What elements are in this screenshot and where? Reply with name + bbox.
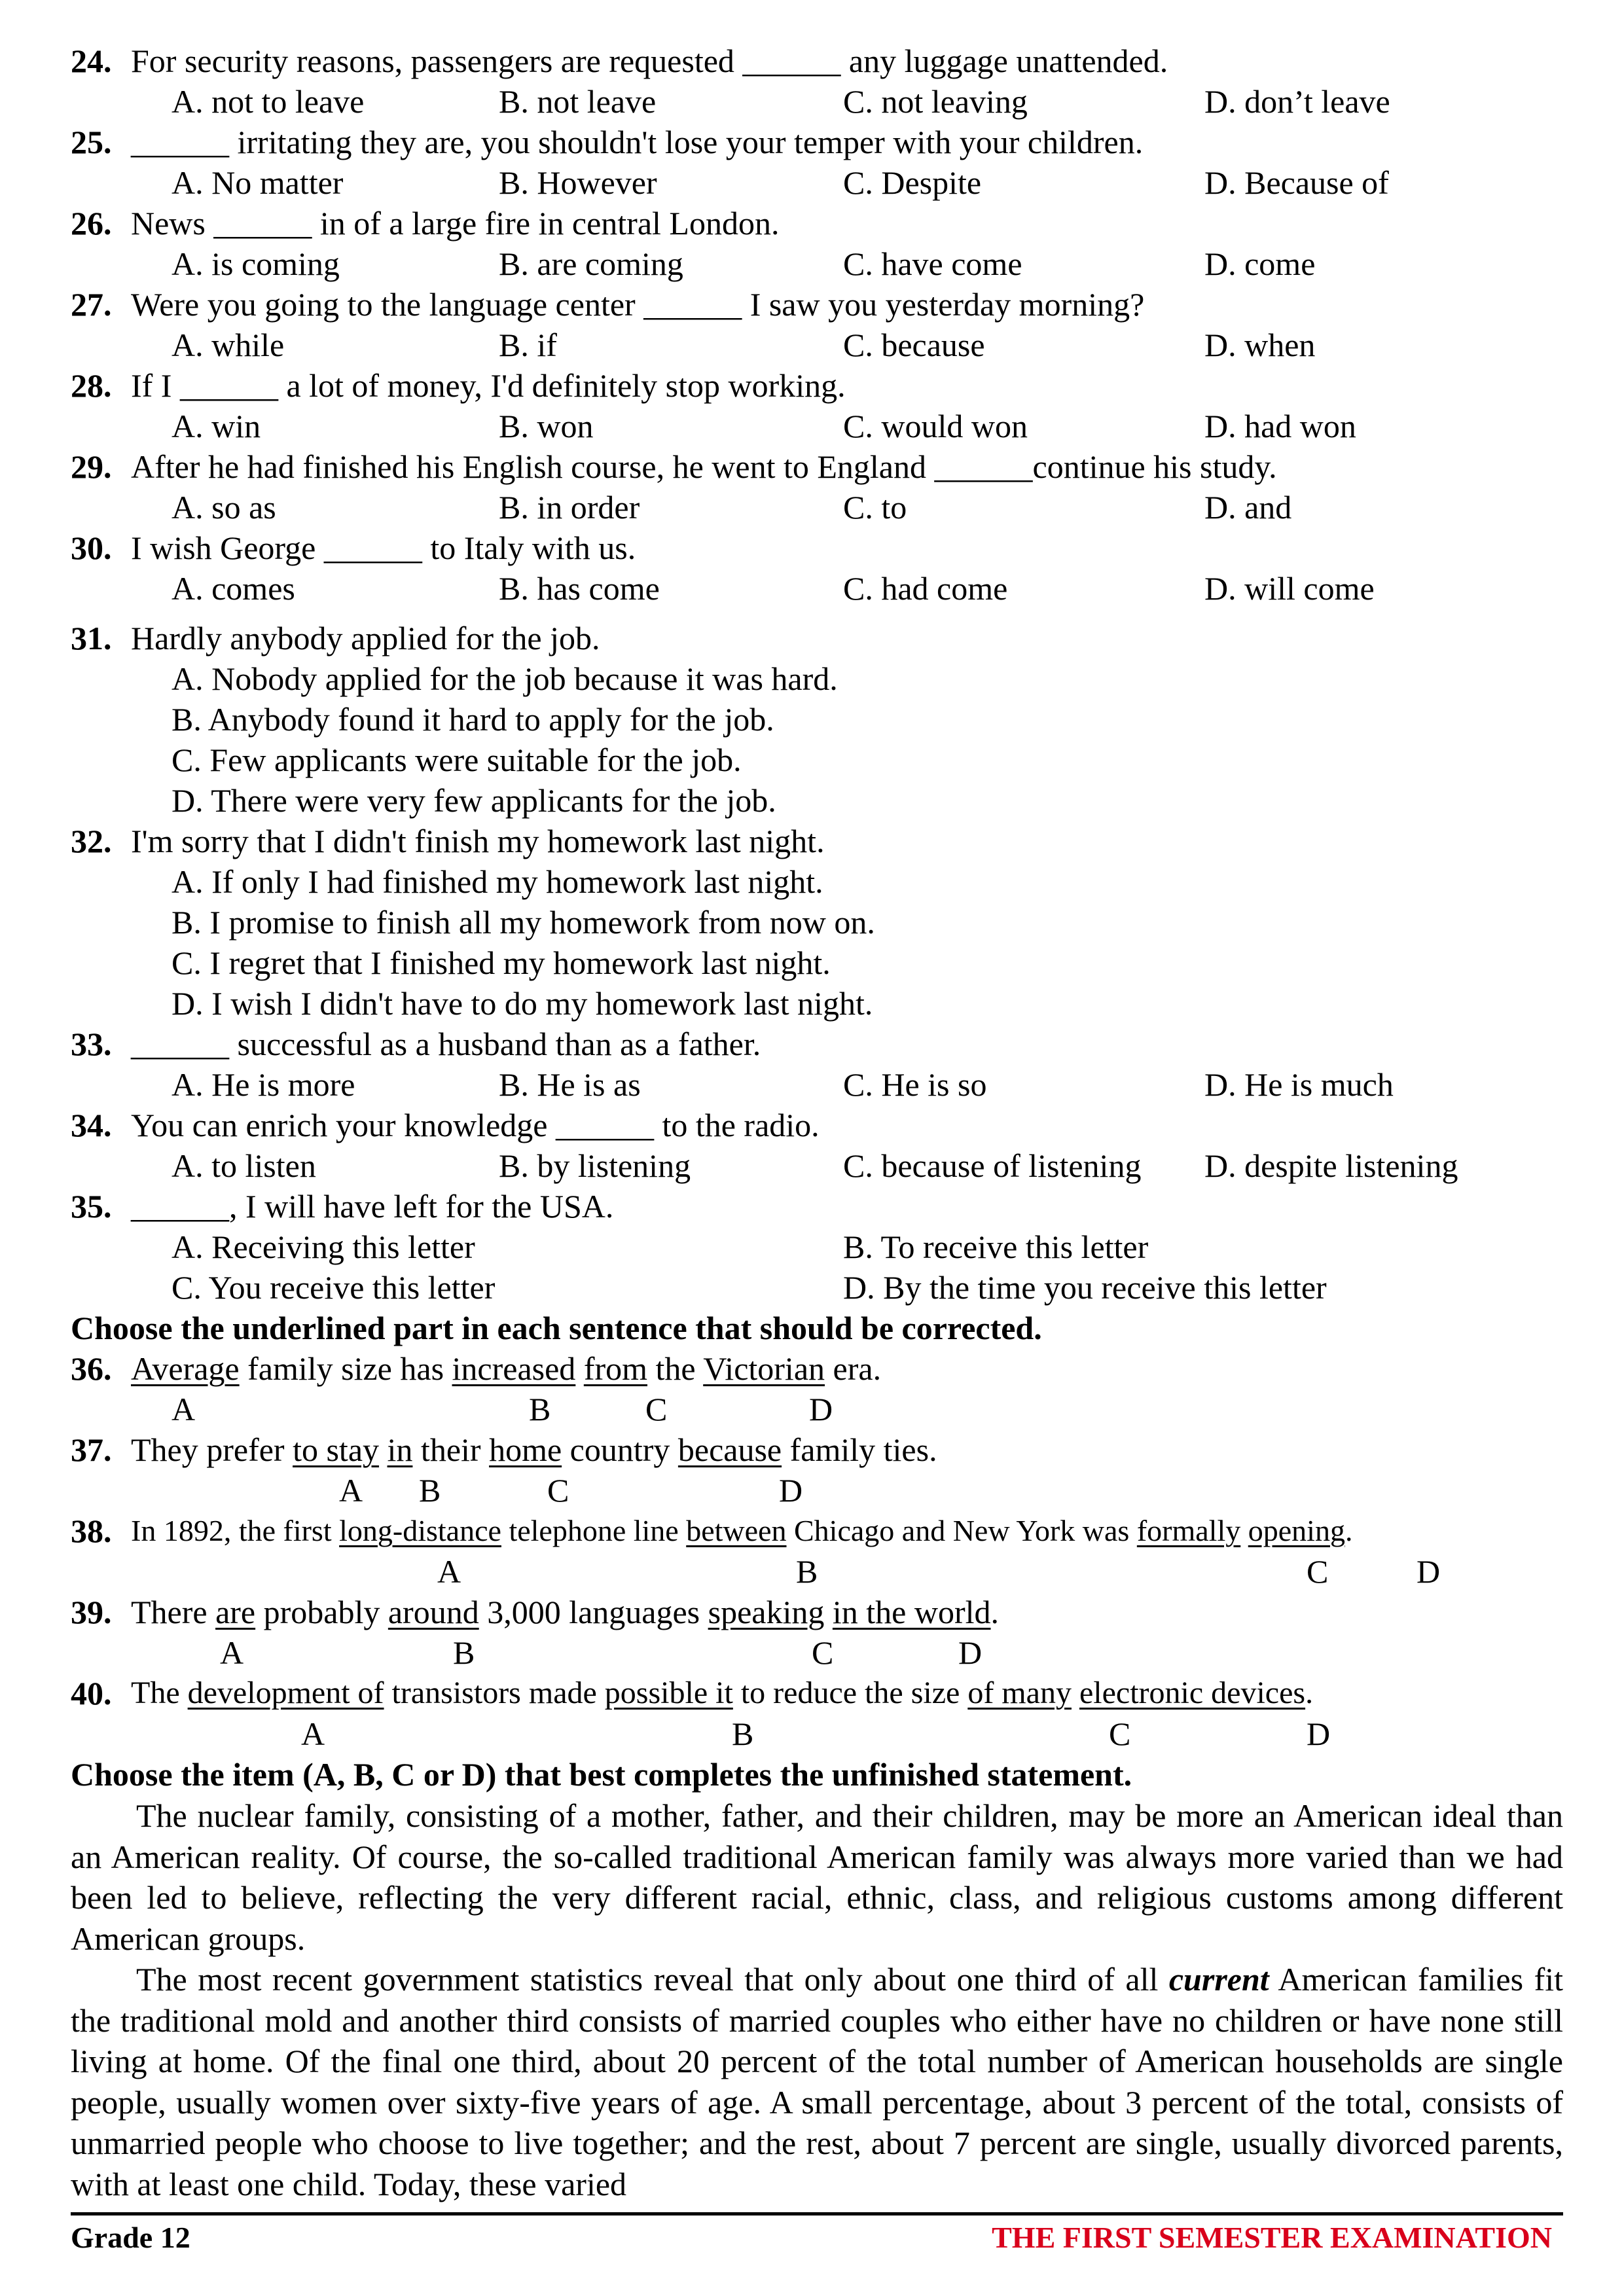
question-29: [0, 446, 1571, 487]
q29-options: [0, 487, 1571, 528]
q28-option-d[interactable]: D. had won: [1204, 408, 1356, 444]
q40-labels: [0, 1713, 1571, 1754]
q31-option-a[interactable]: A. Nobody applied for the job because it was hard.: [171, 660, 838, 697]
label-d: D: [809, 1391, 833, 1427]
q24-option-d[interactable]: D. don’t leave: [1204, 83, 1390, 120]
q29-option-a[interactable]: A. so as: [171, 489, 276, 526]
q33-option-d[interactable]: D. He is much: [1204, 1066, 1394, 1103]
q26-option-b[interactable]: B. are coming: [499, 245, 683, 282]
q34-options: [0, 1145, 1571, 1186]
question-number: 35.: [71, 1188, 112, 1225]
q31-option-b[interactable]: B. Anybody found it hard to apply for the job.: [171, 701, 774, 738]
label-b: B: [453, 1634, 475, 1671]
q24-options: [0, 81, 1571, 122]
label-c: C: [812, 1634, 834, 1671]
question-40: [0, 1673, 1571, 1713]
q30-option-b[interactable]: B. has come: [499, 570, 660, 607]
label-b: B: [796, 1553, 818, 1590]
underlined-part-d[interactable]: because: [677, 1431, 782, 1468]
q39-labels: [0, 1632, 1571, 1673]
footer-grade: Grade 12: [71, 2221, 190, 2254]
underlined-part-d[interactable]: electronic devices: [1079, 1676, 1306, 1710]
q37-labels: [0, 1470, 1571, 1511]
underlined-part-b[interactable]: possible it: [604, 1676, 733, 1710]
question-34: [0, 1105, 1571, 1145]
section-heading-correction: Choose the underlined part in each sentence that should be corrected.: [71, 1310, 1042, 1346]
q32-option-d[interactable]: D. I wish I didn't have to do my homework last night.: [171, 985, 873, 1022]
underlined-part-c[interactable]: home: [489, 1431, 562, 1468]
q32-option-c[interactable]: C. I regret that I finished my homework last night.: [171, 944, 831, 981]
answer-blank: ______: [643, 286, 742, 323]
q35-options-row1: [0, 1227, 1571, 1267]
label-a: A: [339, 1472, 363, 1509]
q27-options: [0, 325, 1571, 365]
answer-blank: ______: [131, 1188, 229, 1225]
answer-blank: ______: [131, 124, 229, 160]
underlined-part-b[interactable]: around: [388, 1594, 479, 1630]
q24-option-a[interactable]: A. not to leave: [171, 83, 365, 120]
question-27: [0, 284, 1571, 325]
q29-option-c[interactable]: C. to: [843, 489, 907, 526]
label-a: A: [437, 1553, 461, 1590]
q28-option-c[interactable]: C. would won: [843, 408, 1028, 444]
label-d: D: [779, 1472, 803, 1509]
q25-options: [0, 162, 1571, 203]
question-text: Hardly anybody applied for the job.: [131, 620, 600, 656]
question-number: 38.: [71, 1513, 112, 1549]
q33-options: [0, 1064, 1571, 1105]
answer-blank: ______: [131, 1026, 229, 1062]
q36-labels: [0, 1389, 1571, 1429]
q30-option-d[interactable]: D. will come: [1204, 570, 1375, 607]
question-text: The development of transistors made possible it to reduce the size of many electronic devices.: [131, 1676, 1314, 1710]
q35-option-d[interactable]: D. By the time you receive this letter: [843, 1269, 1327, 1306]
question-text: ______, I will have left for the USA.: [131, 1188, 614, 1225]
question-text: I'm sorry that I didn't finish my homework last night.: [131, 823, 825, 859]
question-number: 40.: [71, 1675, 112, 1712]
question-text: Average family size has increased from the Victorian era.: [131, 1350, 882, 1387]
label-a: A: [171, 1391, 196, 1427]
q33-option-a[interactable]: A. He is more: [171, 1066, 355, 1103]
q32-option-b[interactable]: B. I promise to finish all my homework from now on.: [171, 904, 875, 941]
label-c: C: [1307, 1553, 1329, 1590]
q32-option-a[interactable]: A. If only I had finished my homework last night.: [171, 863, 823, 900]
q35-option-a[interactable]: A. Receiving this letter: [171, 1229, 475, 1265]
q31-option-c[interactable]: C. Few applicants were suitable for the job.: [171, 742, 742, 778]
question-number: 30.: [71, 529, 112, 566]
question-text: For security reasons, passengers are requested ______ any luggage unattended.: [131, 43, 1168, 79]
label-b: B: [732, 1715, 754, 1752]
question-text: ______ irritating they are, you shouldn't lose your temper with your children.: [131, 124, 1144, 160]
label-d: D: [958, 1634, 983, 1671]
q31-option-d[interactable]: D. There were very few applicants for the job.: [171, 782, 776, 819]
q30-options: [0, 568, 1571, 609]
question-number: 32.: [71, 823, 112, 859]
question-number: 36.: [71, 1350, 112, 1387]
answer-blank: ______: [934, 448, 1033, 485]
q30-option-c[interactable]: C. had come: [843, 570, 1008, 607]
underlined-part-c[interactable]: formally: [1136, 1514, 1241, 1547]
q29-option-d[interactable]: D. and: [1204, 489, 1292, 526]
underlined-part-d[interactable]: opening: [1248, 1514, 1345, 1547]
underlined-part-b[interactable]: increased: [452, 1350, 576, 1387]
question-text: In 1892, the first long-distance telephone line between Chicago and New York was formally opening.: [131, 1514, 1353, 1547]
q38-labels: [0, 1551, 1571, 1592]
question-number: 33.: [71, 1026, 112, 1062]
underlined-part-c[interactable]: speaking: [708, 1594, 825, 1630]
label-a: A: [220, 1634, 244, 1671]
question-39: [0, 1592, 1571, 1632]
question-text: After he had finished his English course, he went to England ______continue his study.: [131, 448, 1277, 485]
question-number: 24.: [71, 43, 112, 79]
footer-rule: [71, 2212, 1563, 2215]
question-text: Were you going to the language center ______ I saw you yesterday morning?: [131, 286, 1145, 323]
question-number: 28.: [71, 367, 112, 404]
question-number: 27.: [71, 286, 112, 323]
q26-option-c[interactable]: C. have come: [843, 245, 1022, 282]
underlined-part-c[interactable]: from: [583, 1350, 648, 1387]
q24-option-c[interactable]: C. not leaving: [843, 83, 1028, 120]
label-b: B: [529, 1391, 551, 1427]
q34-option-c[interactable]: C. because of listening: [843, 1147, 1142, 1184]
question-text: I wish George ______ to Italy with us.: [131, 529, 636, 566]
underlined-part-b[interactable]: between: [686, 1514, 787, 1547]
q35-option-c[interactable]: C. You receive this letter: [171, 1269, 496, 1306]
keyword-emphasis: current: [1168, 1961, 1269, 1998]
footer-exam-title: THE FIRST SEMESTER EXAMINATION: [992, 2221, 1552, 2254]
question-text: If I ______ a lot of money, I'd definitely stop working.: [131, 367, 846, 404]
underlined-part-d[interactable]: Victorian: [703, 1350, 825, 1387]
q24-option-b[interactable]: B. not leave: [499, 83, 657, 120]
q25-option-b[interactable]: B. However: [499, 164, 657, 201]
q28-option-a[interactable]: A. win: [171, 408, 261, 444]
question-28: [0, 365, 1571, 406]
q25-option-c[interactable]: C. Despite: [843, 164, 982, 201]
question-38: [0, 1511, 1571, 1551]
underlined-part-c[interactable]: of many: [967, 1676, 1072, 1710]
underlined-part-d[interactable]: in the world: [832, 1594, 991, 1630]
underlined-part-a[interactable]: development of: [187, 1676, 384, 1710]
question-number: 25.: [71, 124, 112, 160]
underlined-part-a[interactable]: to stay: [293, 1431, 380, 1468]
question-text: There are probably around 3,000 languages speaking in the world.: [131, 1594, 1000, 1630]
q34-option-a[interactable]: A. to listen: [171, 1147, 316, 1184]
q30-option-a[interactable]: A. comes: [171, 570, 295, 607]
question-number: 31.: [71, 620, 112, 656]
q28-option-b[interactable]: B. won: [499, 408, 594, 444]
q34-option-d[interactable]: D. despite listening: [1204, 1147, 1458, 1184]
q29-option-b[interactable]: B. in order: [499, 489, 640, 526]
label-a: A: [301, 1715, 325, 1752]
q25-option-d[interactable]: D. Because of: [1204, 164, 1389, 201]
answer-blank: ______: [213, 205, 312, 242]
label-d: D: [1307, 1715, 1331, 1752]
q34-option-b[interactable]: B. by listening: [499, 1147, 691, 1184]
q33-option-c[interactable]: C. He is so: [843, 1066, 987, 1103]
question-35: [0, 1186, 1571, 1227]
question-text: You can enrich your knowledge ______ to the radio.: [131, 1107, 820, 1143]
question-text: ______ successful as a husband than as a father.: [131, 1026, 761, 1062]
q25-option-a[interactable]: A. No matter: [171, 164, 344, 201]
question-number: 34.: [71, 1107, 112, 1143]
q26-option-d[interactable]: D. come: [1204, 245, 1316, 282]
q35-option-b[interactable]: B. To receive this letter: [843, 1229, 1149, 1265]
answer-blank: ______: [323, 529, 422, 566]
question-text: News ______ in of a large fire in central London.: [131, 205, 780, 242]
label-b: B: [419, 1472, 441, 1509]
underlined-part-b[interactable]: in: [387, 1431, 413, 1468]
q26-options: [0, 243, 1571, 284]
q26-option-a[interactable]: A. is coming: [171, 245, 340, 282]
q28-options: [0, 406, 1571, 446]
passage-paragraph-1: The nuclear family, consisting of a mother, father, and their children, may be more an American ideal than an American reality. Of course, the so-called traditional American family was always more varied than we had been led to believe, reflecting the very different racial, ethnic, class, and religious customs among different American groups.: [71, 1797, 1563, 1957]
underlined-part-a[interactable]: Average: [131, 1350, 240, 1387]
label-c: C: [547, 1472, 569, 1509]
underlined-part-a[interactable]: long-distance: [339, 1514, 501, 1547]
q33-option-b[interactable]: B. He is as: [499, 1066, 641, 1103]
question-number: 29.: [71, 448, 112, 485]
label-d: D: [1416, 1553, 1441, 1590]
question-26: [0, 203, 1571, 243]
question-number: 37.: [71, 1431, 112, 1468]
label-c: C: [1109, 1715, 1131, 1752]
question-37: [0, 1429, 1571, 1470]
question-36: [0, 1348, 1571, 1389]
answer-blank: ______: [179, 367, 278, 404]
question-24: [0, 41, 1571, 81]
question-33: [0, 1024, 1571, 1064]
answer-blank: ______: [555, 1107, 654, 1143]
label-c: C: [645, 1391, 668, 1427]
section-heading-reading: Choose the item (A, B, C or D) that best completes the unfinished statement.: [71, 1756, 1132, 1793]
q27-option-d[interactable]: D. when: [1204, 327, 1316, 363]
q27-option-c[interactable]: C. because: [843, 327, 985, 363]
question-number: 26.: [71, 205, 112, 242]
question-30: [0, 528, 1571, 568]
q27-option-b[interactable]: B. if: [499, 327, 557, 363]
question-25: [0, 122, 1571, 162]
answer-blank: ______: [742, 43, 841, 79]
passage-paragraph-2: The most recent government statistics reveal that only about one third of all current American families fit the traditional mold and another third consists of married couples who either have no children or have none still living at home. Of the final one third, about 20 percent of the total number of American households are single people, usually women over sixty-five years of age. A small percentage, about 3 percent of the total, consists of unmarried people who choose to live together; and the rest, about 7 percent are single, usually divorced parents, with at least one child. Today, these varied: [71, 1961, 1564, 2202]
question-text: They prefer to stay in their home country because family ties.: [131, 1431, 937, 1468]
underlined-part-a[interactable]: are: [215, 1594, 256, 1630]
q27-option-a[interactable]: A. while: [171, 327, 285, 363]
q35-options-row2: [0, 1267, 1571, 1308]
question-number: 39.: [71, 1594, 112, 1630]
